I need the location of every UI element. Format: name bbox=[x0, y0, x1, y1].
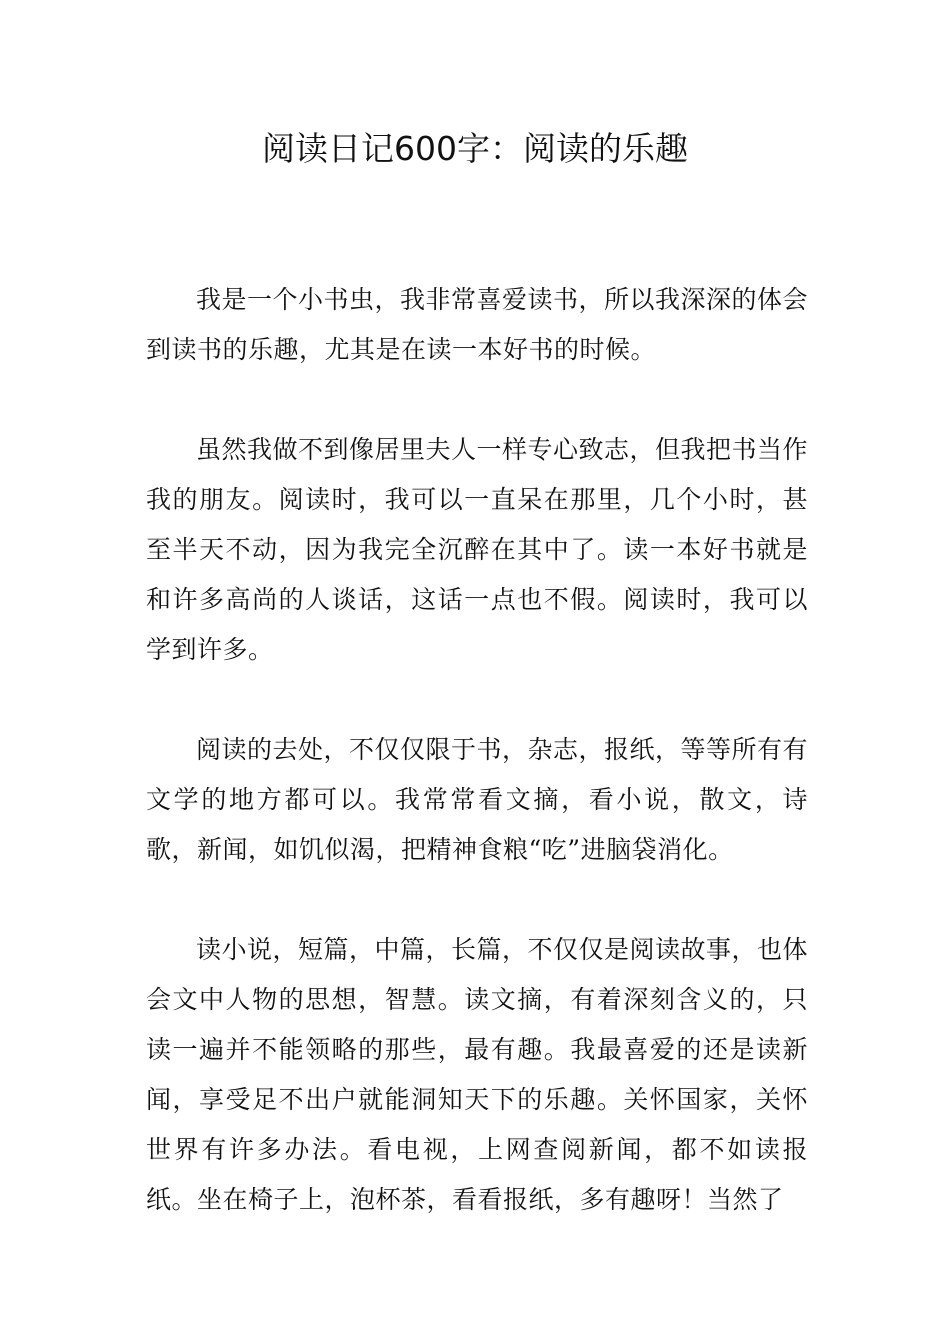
paragraph-4: 读小说，短篇，中篇，长篇，不仅仅是阅读故事，也体会文中人物的思想，智慧。读文摘，有着深刻含义的，只读一遍并不能领略的那些，最有趣。我最喜爱的还是读新闻，享受足不出户就能洞知天下的乐趣。关怀国家，关怀世界有许多办法。看电视，上网查阅新闻，都不如读报纸。坐在椅子上，泡杯茶，看看报纸，多有趣呀！当然了 bbox=[146, 935, 809, 1214]
document-body bbox=[146, 275, 808, 1275]
document-title: 阅读日记600字：阅读的乐趣 bbox=[262, 129, 688, 168]
paragraph-1: 我是一个小书虫，我非常喜爱读书，所以我深深的体会到读书的乐趣，尤其是在读一本好书的时候。 bbox=[146, 285, 809, 364]
paragraph-2: 虽然我做不到像居里夫人一样专心致志，但我把书当作我的朋友。阅读时，我可以一直呆在那里，几个小时，甚至半天不动，因为我完全沉醉在其中了。读一本好书就是和许多高尚的人谈话，这话一点也不假。阅读时，我可以学到许多。 bbox=[146, 435, 809, 664]
paragraph-3: 阅读的去处，不仅仅限于书，杂志，报纸，等等所有有文学的地方都可以。我常常看文摘，看小说，散文，诗歌，新闻，如饥似渴，把精神食粮“吃”进脑袋消化。 bbox=[146, 735, 809, 864]
